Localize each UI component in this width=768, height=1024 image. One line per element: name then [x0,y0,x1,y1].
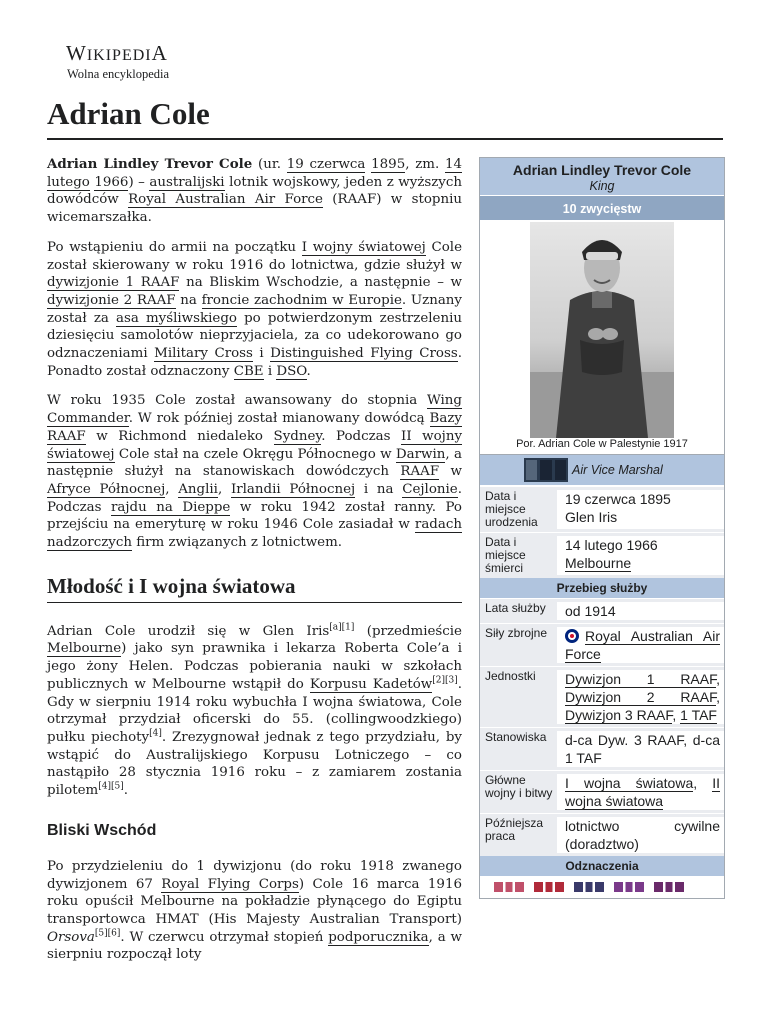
article-link[interactable]: RAAF [400,464,440,480]
citation-ref[interactable]: [2] [432,675,445,686]
war-link[interactable]: I wojna światowa [565,775,694,791]
row-units: Jednostki Dywizjon 1 RAAF, Dywizjon 2 RAAF, Dywizjon 3 RAAF, 1 TAF [480,666,724,727]
row-later-work [480,813,724,856]
citation-ref[interactable]: [6] [107,928,121,939]
article-link[interactable]: rajdu na Dieppe [111,499,231,515]
citation-ref[interactable]: [5] [94,928,108,939]
article-link[interactable]: dywizjonie 1 RAAF [47,275,180,291]
intro-paragraph-2: Po wstąpieniu do armii na początku I wojny światowej Cole został skierowany w roku 1916 do lotnictwa, gdzie służył w dywizjonie 1 RAAF na Bliskim Wschodzie, a następnie – w dywizjonie 2 RAAF na froncie zachodnim w Europie. Uznany został za asa myśliwskiego po potwierdzonym zestrzeleniu dziesięciu samolotów nieprzyjaciela, za co udekorowano go odznaczeniami Military Cross i Distinguished Flying Cross. Ponadto został odznaczony CBE i DSO. [47,239,463,379]
article-link[interactable]: I wojny światowej [301,239,426,255]
unit-link[interactable]: Dywizjon 2 RAAF [565,689,717,705]
article-link[interactable]: 19 czerwca [286,157,366,172]
service-section-header: Przebieg służby [480,578,724,598]
unit-link[interactable]: Dywizjon 1 RAAF [565,671,717,687]
infobox-header [480,158,724,195]
award-ribbons [480,876,724,898]
article-link[interactable]: Cejlonie [402,481,458,497]
article-link[interactable]: 1895 [371,157,406,172]
years-value: od 1914 [557,602,724,620]
birth-place: Glen Iris [565,509,618,525]
row-death [480,532,724,578]
article-link[interactable]: australijski [149,174,225,190]
citation-ref[interactable]: [4] [149,728,162,739]
article-link[interactable]: dywizjonie 2 RAAF [47,292,176,308]
death-place-link[interactable]: Melbourne [565,555,632,571]
infobox-nickname: King [589,179,615,193]
infobox-rank-row [480,455,724,486]
row-years [480,598,724,623]
award-ribbon[interactable] [654,882,684,892]
award-ribbon[interactable] [614,882,644,892]
portrait-photo[interactable] [530,222,674,438]
section2-paragraph-1: Po przydzieleniu do 1 dywizjonu (do roku 1918 zwanego dywizjonem 67 Royal Flying Corps) Cole 16 marca 1916 roku opuścił Melbourne na pokładzie płynącego do Egiptu transportowca HMAT (His Majesty Australian Transport) Orsova[5][6]. W czerwcu otrzymał stopień podporucznika, a w sierpniu rozpoczął loty [47,858,462,963]
citation-ref[interactable]: [1] [341,622,355,633]
death-date: 14 lutego 1966 [565,537,658,553]
logo-subtitle: Wolna encyklopedia [67,67,170,81]
rank-label: Air Vice Marshal [572,463,663,477]
article-link[interactable]: radach nadzorczych [47,517,462,551]
award-ribbon[interactable] [574,882,604,892]
italic-term: Orsova [47,929,95,945]
row-wars: Główne wojny i bitwy I wojna światowa, II wojna światowa [480,770,724,813]
award-ribbon[interactable] [494,882,524,892]
units-label: Jednostki [485,669,536,683]
article-link[interactable]: podporucznika [328,929,429,945]
article-link[interactable]: Darwin [395,446,446,462]
article-link[interactable]: Melbourne [47,641,122,657]
article-link[interactable]: Anglii [178,481,218,497]
war-link[interactable]: II wojna światowa [565,775,720,809]
forces-label: Siły zbrojne [485,626,548,640]
wars-label: Główne wojny i bitwy [485,773,553,800]
article-link[interactable]: Royal Flying Corps [161,876,299,892]
article-link[interactable]: 14 lutego [47,157,463,190]
infobox [479,157,725,899]
row-positions [480,727,724,770]
raaf-roundel-icon [565,629,579,643]
rank-insignia-icon[interactable] [524,458,568,482]
later-value: lotnictwo cywilne (doradztwo) [557,817,724,853]
row-birth [480,486,724,532]
awards-section-header: Odznaczenia [480,856,724,876]
unit-link[interactable]: 1 TAF [680,707,717,723]
forces-link[interactable]: Royal Australian Air Force [565,628,720,662]
bold-term: Adrian Lindley Trevor Cole [47,156,253,172]
section1-paragraph-1: Adrian Cole urodził się w Glen Iris[a][1] (przedmieście Melbourne) jako syn prawnika i lekarza Roberta Cole’a i jego żony Helen. Podczas pobierania nauki w szkołach publicznych w Melbourne wstąpił do Korpusu Kadetów[2][3]. Gdy w sierpniu 1914 roku wybuchła I wojna światowa, Cole otrzymał przydział oficerski do 55. (collingwoodzkiego) pułku piechoty[4]. Zrezygnował jednak z tego przydziału, by wstąpić do Australijskiego Korpusu Lotniczego – co nastąpiło 28 stycznia 1916 roku – z zamiarem zostania pilotem[4][5]. [47,622,462,799]
article-link[interactable]: asa myśliwskiego [116,310,237,326]
article-link[interactable]: Wing Commander [47,393,462,427]
birth-date-link[interactable]: 19 czerwca 1895 [565,491,671,507]
article-link[interactable]: Royal Australian Air Force [128,192,323,208]
article-link[interactable]: 1966 [94,174,129,190]
infobox-name: Adrian Lindley Trevor Cole [512,162,692,178]
article-content [47,156,462,976]
unit-link[interactable]: Dywizjon 3 RAAF [565,707,673,723]
article-link[interactable]: Afryce Północnej [47,481,166,497]
infobox-victories: 10 zwycięstw [480,195,724,220]
article-link[interactable]: Military Cross [154,346,253,362]
citation-ref[interactable]: [5] [110,781,124,792]
row-forces [480,623,724,666]
section-heading-bliski-wschod: Bliski Wschód [47,821,157,839]
article-link[interactable]: Sydney [273,428,322,444]
positions-value: d-ca Dyw. 3 RAAF, d-ca 1 TAF [557,731,724,767]
citation-ref[interactable]: [3] [444,675,458,686]
article-link[interactable]: Korpusu Kadetów [309,676,433,692]
page-title: Adrian Cole [47,92,723,140]
citation-ref[interactable]: [a] [329,622,342,633]
positions-label: Stanowiska [485,730,547,744]
logo-title: WIKIPEDIA [66,41,168,65]
years-label: Lata służby [485,601,546,615]
article-link[interactable]: II wojny światowej [47,428,463,462]
article-link[interactable]: Bazy RAAF [47,411,462,444]
later-label: Późniejsza praca [485,816,544,843]
wikipedia-logo[interactable] [66,42,169,81]
article-link[interactable]: CBE [233,363,264,379]
infobox-photo-block [480,220,724,455]
article-link[interactable]: Irlandii Północnej [230,481,356,497]
birth-label: Data i miejsce urodzenia [485,489,538,529]
section-heading-mlodosc: Młodość i I wojna światowa [47,574,462,603]
intro-paragraph-3: W roku 1935 Cole został awansowany do stopnia Wing Commander. W rok później został mianowany dowódcą Bazy RAAF w Richmond niedaleko Sydney. Podczas II wojny światowej Cole stał na czele Okręgu Północnego w Darwin, a następnie służył na stanowiskach dowódczych RAAF w Afryce Północnej, Anglii, Irlandii Północnej i na Cejlonie. Podczas rajdu na Dieppe w roku 1942 został ranny. Po przejściu na emeryturę w roku 1946 Cole zasiadał w radach nadzorczych firm związanych z lotnictwem. [47,393,463,551]
article-link[interactable]: DSO [276,363,307,379]
death-label: Data i miejsce śmierci [485,535,526,575]
article-link[interactable]: Distinguished Flying Cross [270,346,458,362]
intro-paragraph-1: Adrian Lindley Trevor Cole (ur. 19 czerwca 1895, zm. 14 lutego 1966) – australijski lotnik wojskowy, jeden z wyższych dowódców Royal Australian Air Force (RAAF) w stopniu wicemarszałka. [47,156,463,226]
photo-caption: Por. Adrian Cole w Palestynie 1917 [516,438,688,450]
award-ribbon[interactable] [534,882,564,892]
citation-ref[interactable]: [4] [98,781,111,792]
article-link[interactable]: froncie zachodnim w Europie [201,292,402,308]
